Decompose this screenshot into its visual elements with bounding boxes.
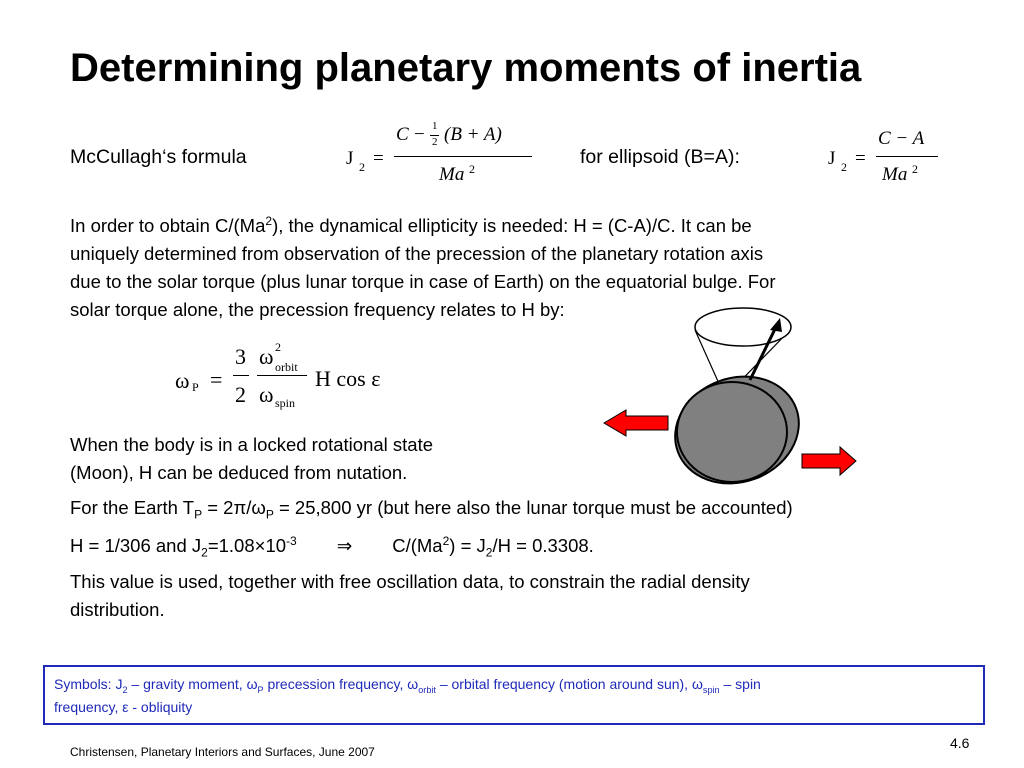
f2-num: C − A <box>878 128 925 149</box>
f2-eq: = <box>855 148 866 169</box>
precession-diagram <box>600 300 1000 500</box>
symbols-line-2: frequency, ε - obliquity <box>54 699 193 715</box>
right-arrow-icon <box>802 447 856 475</box>
symbols-line-1: Symbols: $J_2$ – gravity moment, $\omega_P$ precession frequency, $\omega_{orbit}$ – orbital frequency (motion around sun), $\omega_{spin}$ – spin <box>54 676 761 695</box>
f3-omega-p: ω <box>175 368 190 393</box>
f3-two: 2 <box>235 382 246 407</box>
f3-omega-p-sub: P <box>192 380 199 394</box>
slide-title: Determining planetary moments of inertia <box>70 46 862 90</box>
f3-bar-b <box>257 375 307 376</box>
mccullagh-formula <box>346 122 546 192</box>
f3-tail: H cos ε <box>315 366 381 391</box>
value-line-1: This value is used, together with free oscillation data, to constrain the radial density <box>70 571 750 592</box>
symbols-box <box>43 665 985 725</box>
f3-orbit-sub: orbit <box>275 360 298 374</box>
f3-omega-spin: ω <box>259 382 274 407</box>
f1-num-minus: − <box>414 124 425 145</box>
ellipsoid-label: for ellipsoid (B=A): <box>580 146 740 168</box>
f2-den-sup: 2 <box>912 162 918 176</box>
ellipsoid-formula <box>828 122 948 192</box>
f1-eq: = <box>373 148 384 169</box>
value-usage-text <box>70 568 750 624</box>
intro-line-1: In order to obtain C/(Ma$^2$), the dynamical ellipticity is needed: H = (C-A)/C. It can be <box>70 213 752 236</box>
f3-spin-sub: spin <box>275 396 296 410</box>
page-number: 4.6 <box>950 735 970 751</box>
f3-orbit-sup: 2 <box>275 340 281 354</box>
earth-precession-line: For the Earth $T_P = 2\pi/\omega_P = 25,800$ yr (but here also the lunar torque must be accounted) <box>70 497 793 522</box>
locked-line-1: When the body is in a locked rotational state <box>70 434 434 455</box>
intro-line-3: due to the solar torque (plus lunar torque in case of Earth) on the equatorial bulge. For <box>70 271 776 292</box>
planet-body-icon <box>677 382 787 482</box>
implies-arrow-icon: ⇒ <box>336 535 353 556</box>
f1-den: Ma <box>439 164 465 185</box>
value-line-2: distribution. <box>70 599 165 620</box>
f3-bar-a <box>233 375 249 376</box>
f1-fraction-bar <box>394 156 532 157</box>
f1-lhs-sub: 2 <box>359 160 365 174</box>
f1-den-sup: 2 <box>469 162 475 176</box>
mccullagh-label: McCullagh‘s formula <box>70 146 247 168</box>
h-value-line: H = 1/306 and $J_2=1.08\times 10^{-3}$ ⇒ $C/(Ma^2) = J_2/H = 0.3308$. <box>70 533 594 560</box>
f2-fraction-bar <box>876 156 938 157</box>
f1-num-c: C <box>396 124 409 145</box>
f3-eq: = <box>210 367 223 392</box>
locked-state-text <box>70 431 433 487</box>
locked-line-2: (Moon), H can be deduced from nutation. <box>70 462 408 483</box>
left-arrow-icon <box>604 410 668 436</box>
intro-line-2: uniquely determined from observation of the precession of the planetary rotation axis <box>70 243 764 264</box>
f2-lhs-sub: 2 <box>841 160 847 174</box>
intro-line-4: solar torque alone, the precession frequency relates to H by: <box>70 299 565 320</box>
footer-citation: Christensen, Planetary Interiors and Surfaces, June 2007 <box>70 745 375 759</box>
f3-omega-orbit: ω <box>259 344 274 369</box>
f1-num-paren: (B + A) <box>444 124 502 145</box>
f1-half-den: 2 <box>432 136 438 148</box>
f1-lhs: J <box>346 148 354 169</box>
f2-lhs: J <box>828 148 836 169</box>
f3-three: 3 <box>235 344 246 369</box>
precession-formula <box>175 340 415 420</box>
f1-half-num: 1 <box>432 120 438 132</box>
f2-den: Ma <box>882 164 908 185</box>
